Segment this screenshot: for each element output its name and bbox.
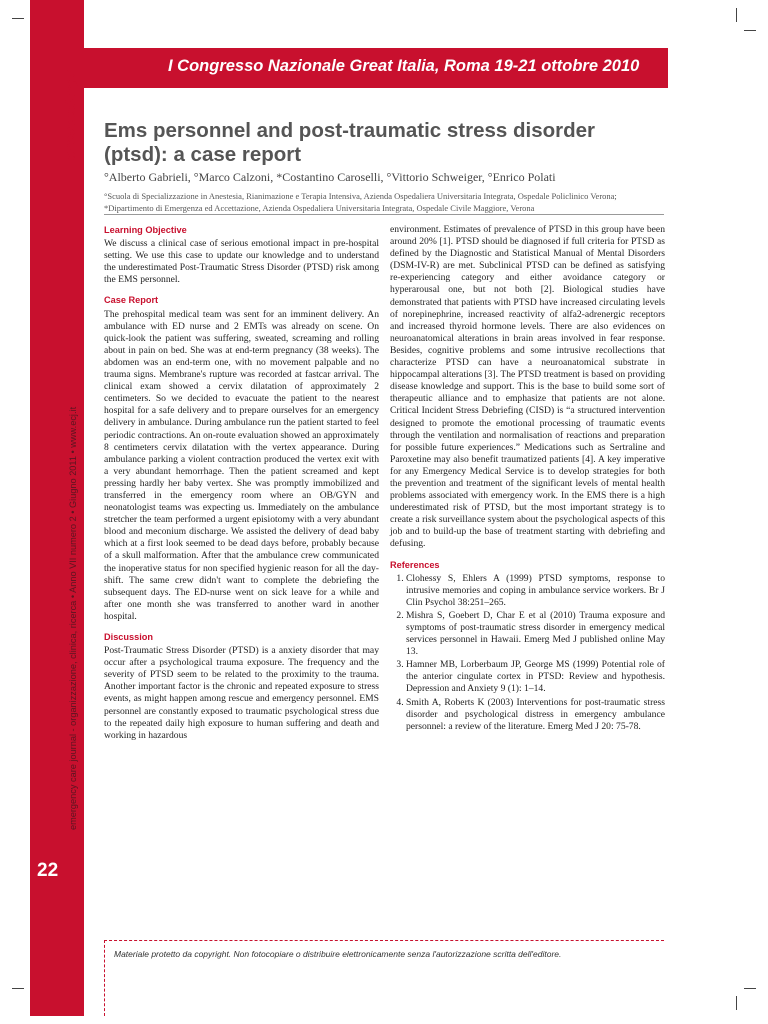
header-divider (104, 214, 664, 215)
reference-item: 3. Hamner MB, Lorberbaum JP, George MS (1999) Potential role of the anterior cingulate cortex in PTSD: Review and hypothesis. Depression and Anxiety 9 (1): 1–14. (406, 659, 665, 695)
crop-mark (736, 8, 737, 22)
references-heading: References (390, 559, 440, 570)
case-report-text: The prehospital medical team was sent for an imminent delivery. An ambulance with ED nurse and 2 EMTs was already on scene. On quick-look the patient was suffering, sweated, screaming and rolling about in pain on bed. She was at end-term pregnancy (38 weeks). The abdomen was an end-term one, with no movement palpable and no trauma signs. Membrane's rupture was recorded at fastcar arrival. The clinical exam showed a cervix dilatation of approximately 2 centimeters. So we decided to evacuate the patient to the nearest hospital for a safe delivery and to prepare ourselves for an emergency delivery in ambulance. During ambulance run the patient started to feel periodic contractions. An on-route evaluation showed an approximately 8 centimeters cervix dilatation with the vertex appearance. During ambulance parking a violent contraction produced the vertex exit with a very abundant hemorrhage. Then the patient screamed and kept pressing hardly her baby vertex. She was promptly immobilized and transferred in the emergency room where an OB/GYN and neonatologist teams was expecting us. Immediately on the ambulance stretcher the team performed a urgent episiotomy with a very abundant blood and meconium discharge. We assisted the delivery of dead baby which at a first look seemed to be dead days before, probably because of a skull malformation. After that the ambulance crew communicated the inoperative status for non specified hygienic reason for all the day-shift. The same crew didn't want to complete the debriefing the subsequent days. The ED-nurse went on sick leave for a while and after one month she was transferred to another ward in another hospital. (104, 308, 379, 622)
page-number: 22 (37, 860, 59, 881)
crop-mark (744, 988, 756, 989)
learning-objective-heading: Learning Objective (104, 225, 187, 235)
crop-mark (736, 996, 737, 1010)
reference-item: 1. Clohessy S, Ehlers A (1999) PTSD symptoms, response to intrusive memories and coping in ambulance service workers. Br J Clin Psychol 38:251–265. (406, 573, 665, 609)
right-column (390, 224, 665, 734)
learning-objective-text: We discuss a clinical case of serious emotional impact in pre-hospital setting. We use this case to update our knowledge and to understand the underestimated Post-Traumatic Stress Disorder (PTSD) risk among the EMS personnel. (104, 238, 379, 286)
case-report-heading: Case Report (104, 295, 159, 306)
discussion-heading: Discussion (104, 632, 154, 642)
article-authors: °Alberto Gabrieli, °Marco Calzoni, *Costantino Caroselli, °Vittorio Schweiger, °Enrico Polati (104, 170, 556, 184)
copyright-notice: Materiale protetto da copyright. Non fotocopiare o distribuire elettronicamente senza l'autorizzazione scritta dell'editore. (114, 949, 562, 959)
crop-mark (744, 30, 756, 31)
discussion-text-continued: environment. Estimates of prevalence of PTSD in this group have been around 20% [1]. PTSD should be diagnosed if full criteria for PTSD as defined by the Diagnostic and Statistical Manual of Mental Disorders (DSM-IV-R) are met. Subclinical PTSD can be defined as satisfying re-experiencing category and either avoidance category or hyperarousal one, but not both [2]. Biological studies have demonstrated that patients with PTSD have increased circulating levels of norepinephrine, increased reactivity of alfa2-adrenergic receptors and increased thyroid hormone levels. There are also evidences on neuroanatomical alterations in brain areas involved in fear response. Besides, cognitive problems and some intrusive recollections that characterize PTSD can have a neuroanatomical substrate in hippocampal alterations [3]. The PTSD treatment is based on providing disease knowledge and support. This is the base to build some sort of therapeutic alliance and to emphasize that patients are not alone. Critical Incident Stress Debriefing (CISD) is “a structured intervention designed to promote the emotional processing of traumatic events through the ventilation and normalisation of reactions and preparation for possible future experiences.” Medications such as Sertraline and Paroxetine may also benefit traumatized patients [4]. A key imperative for any Emergency Medical Service is to develop strategies for both the prevention and treatment of the significant levels of mental health problems associated with emergency work. In the EMS there is a high underestimated risk of PTSD, but the most important strategy is to create a risk surveillance system about the psychological aspects of this job and to build-up the base of treatment starting with debriefing and defusing. (390, 224, 665, 550)
references-list (390, 573, 665, 733)
footer-dashed-rule-vertical (104, 940, 105, 1016)
journal-info: emergency care journal - organizzazione, clinica, ricerca • Anno VII numero 2 • Giugno 2011 • www.ecj.it (68, 406, 78, 830)
proceedings-label: proceedings (62, 68, 79, 160)
conference-title: I Congresso Nazionale Great Italia, Roma 19-21 ottobre 2010 (168, 57, 640, 75)
reference-item: 2. Mishra S, Goebert D, Char E et al (2010) Trauma exposure and symptoms of post-traumatic stress disorder in emergency medical services personnel in Hawaii. Emerg Med J published online May 13. (406, 610, 665, 658)
left-column (104, 224, 379, 750)
article-title: Ems personnel and post-traumatic stress disorder (ptsd): a case report (104, 119, 595, 166)
crop-mark (12, 988, 24, 989)
crop-mark (12, 18, 24, 19)
footer-dashed-rule (104, 940, 664, 941)
article-affiliations: °Scuola di Specializzazione in Anestesia, Rianimazione e Terapia Intensiva, Azienda Ospedaliera Universitaria Integrata, Ospedale Policlinico Verona; *Dipartimento di Emergenza ed Accettazione, Azienda Ospedaliera Universitaria Integrata, Ospedale Civile Maggiore, Verona (104, 191, 617, 213)
reference-item: 4. Smith A, Roberts K (2003) Interventions for post-traumatic stress disorder and psychological distress in emergency ambulance personnel: a review of the literature. Emerg Med J 20: 75-78. (406, 697, 665, 733)
discussion-text: Post-Traumatic Stress Disorder (PTSD) is a anxiety disorder that may occur after a psychological trauma exposure. The frequency and the severity of PTSD seem to be related to the proximity to the trauma. Another important factor is the chronic and repeated exposure to stress events, as might happen among rescue and emergency personnel. EMS personnel are constantly exposed to traumatic psychological stress due to the repeated daily high exposure to human suffering and death and working in hazardous (104, 645, 379, 741)
